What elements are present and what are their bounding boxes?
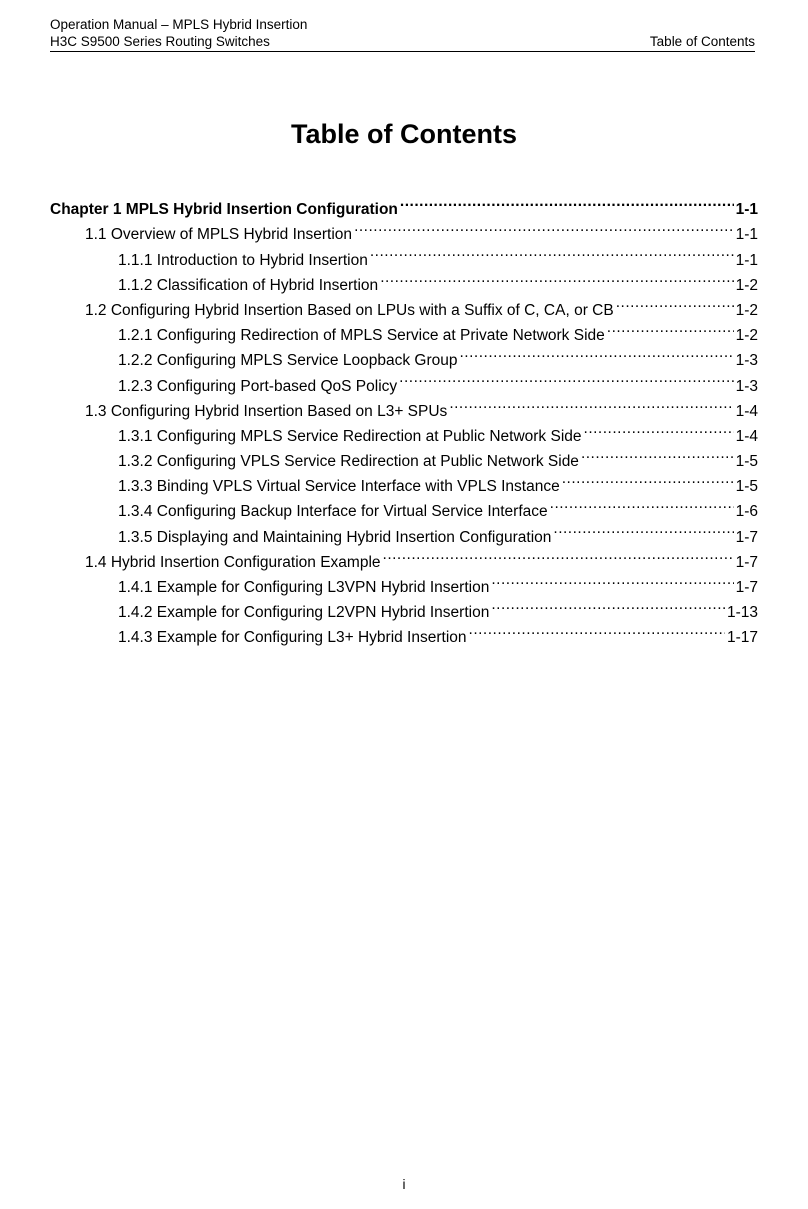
toc-dot-leader xyxy=(562,466,734,491)
toc-entry-page: 1-5 xyxy=(735,478,758,496)
toc-entry-1-2-3[interactable] xyxy=(50,365,758,395)
toc-entry-label: 1.3.2 Configuring VPLS Service Redirection at Public Network Side xyxy=(118,453,579,471)
toc-entry-1-3-2[interactable] xyxy=(50,441,758,471)
toc-entry-1-3-1[interactable] xyxy=(50,416,758,445)
toc-entry-1-4-2[interactable] xyxy=(50,592,758,622)
toc-dot-leader xyxy=(383,542,734,567)
toc-entry-label: 1.3 Configuring Hybrid Insertion Based on L3+ SPUs xyxy=(85,402,448,420)
toc-entry-label: 1.2.1 Configuring Redirection of MPLS Service at Private Network Side xyxy=(118,327,605,345)
toc-entry-1-4-1[interactable] xyxy=(50,567,758,596)
toc-entry-label: 1.2 Configuring Hybrid Insertion Based on LPUs with a Suffix of C, CA, or CB xyxy=(85,301,614,319)
toc-entry-label: 1.4 Hybrid Insertion Configuration Example xyxy=(85,553,381,571)
toc-dot-leader xyxy=(469,617,725,642)
page-number: i xyxy=(402,1177,406,1192)
toc-entry-label: 1.4.3 Example for Configuring L3+ Hybrid Insertion xyxy=(118,629,467,647)
toc-entry-1-2[interactable] xyxy=(50,290,758,319)
toc-entry-page: 1-1 xyxy=(735,251,758,269)
toc-entry-label: 1.1 Overview of MPLS Hybrid Insertion xyxy=(85,226,353,244)
toc-entry-1-3[interactable] xyxy=(50,391,758,420)
toc-entry-chapter-1[interactable] xyxy=(50,189,758,219)
toc-dot-leader xyxy=(581,441,734,466)
toc-entry-page: 1-4 xyxy=(735,427,758,445)
toc-entry-1-1-2[interactable] xyxy=(50,265,758,294)
header-row-bottom xyxy=(50,33,755,50)
toc-entry-label: 1.4.1 Example for Configuring L3VPN Hybrid Insertion xyxy=(118,579,490,596)
toc-entry-1-3-4[interactable] xyxy=(50,491,758,521)
toc-dot-leader xyxy=(370,239,734,264)
toc-dot-leader xyxy=(584,416,734,441)
header-row-top xyxy=(50,16,755,33)
toc-entry-page: 1-1 xyxy=(735,226,758,244)
toc-entry-page: 1-13 xyxy=(726,604,758,622)
toc-entry-page: 1-2 xyxy=(735,276,758,294)
toc-entry-1-3-5[interactable] xyxy=(50,516,758,546)
toc-dot-leader xyxy=(459,340,733,365)
toc-dot-leader xyxy=(550,491,734,516)
table-of-contents xyxy=(50,189,758,647)
toc-dot-leader xyxy=(449,391,733,416)
header-divider xyxy=(50,51,755,52)
toc-entry-1-3-3[interactable] xyxy=(50,466,758,496)
toc-entry-label: 1.2.2 Configuring MPLS Service Loopback Group xyxy=(118,352,458,370)
toc-entry-1-1-1[interactable] xyxy=(50,239,758,269)
toc-entry-1-2-2[interactable] xyxy=(50,340,758,370)
toc-entry-label: 1.3.1 Configuring MPLS Service Redirection at Public Network Side xyxy=(118,427,582,445)
page-title: Table of Contents xyxy=(291,119,517,149)
toc-entry-page: 1-7 xyxy=(735,528,758,546)
manual-title: Operation Manual – MPLS Hybrid Insertion xyxy=(50,17,308,32)
toc-entry-1-2-1[interactable] xyxy=(50,315,758,345)
toc-entry-label: Chapter 1 MPLS Hybrid Insertion Configuration xyxy=(50,201,398,219)
toc-entry-page: 1-3 xyxy=(735,377,758,395)
toc-entry-page: 1-6 xyxy=(735,503,758,521)
toc-dot-leader xyxy=(607,315,734,340)
toc-entry-page: 1-3 xyxy=(735,352,758,370)
toc-entry-label: 1.1.2 Classification of Hybrid Insertion xyxy=(118,276,379,294)
toc-entry-1-4[interactable] xyxy=(50,542,758,571)
toc-entry-label: 1.3.4 Configuring Backup Interface for Virtual Service Interface xyxy=(118,503,548,521)
toc-entry-label: 1.1.1 Introduction to Hybrid Insertion xyxy=(118,251,368,269)
toc-dot-leader xyxy=(491,567,733,592)
toc-dot-leader xyxy=(491,592,725,617)
toc-dot-leader xyxy=(399,365,733,390)
product-name: H3C S9500 Series Routing Switches xyxy=(50,34,270,49)
toc-entry-1-4-3[interactable] xyxy=(50,617,758,647)
page-header xyxy=(50,16,755,50)
toc-entry-label: 1.3.5 Displaying and Maintaining Hybrid Insertion Configuration xyxy=(118,528,552,546)
toc-entry-page: 1-1 xyxy=(735,201,758,219)
section-name: Table of Contents xyxy=(649,34,755,49)
toc-entry-label: 1.4.2 Example for Configuring L2VPN Hybrid Insertion xyxy=(118,604,490,622)
toc-entry-page: 1-4 xyxy=(735,402,758,420)
toc-dot-leader xyxy=(380,265,733,290)
toc-entry-page: 1-2 xyxy=(735,327,758,345)
toc-dot-leader xyxy=(400,189,734,214)
toc-entry-1-1[interactable] xyxy=(50,214,758,244)
toc-entry-page: 1-5 xyxy=(735,453,758,471)
toc-entry-label: 1.3.3 Binding VPLS Virtual Service Interface with VPLS Instance xyxy=(118,478,560,496)
toc-entry-page: 1-17 xyxy=(726,629,758,647)
toc-entry-page: 1-2 xyxy=(735,301,758,319)
toc-dot-leader xyxy=(616,290,734,315)
toc-entry-page: 1-7 xyxy=(735,553,758,571)
toc-dot-leader xyxy=(354,214,734,239)
toc-entry-page: 1-7 xyxy=(735,579,758,596)
toc-dot-leader xyxy=(553,516,733,541)
toc-entry-label: 1.2.3 Configuring Port-based QoS Policy xyxy=(118,377,398,395)
